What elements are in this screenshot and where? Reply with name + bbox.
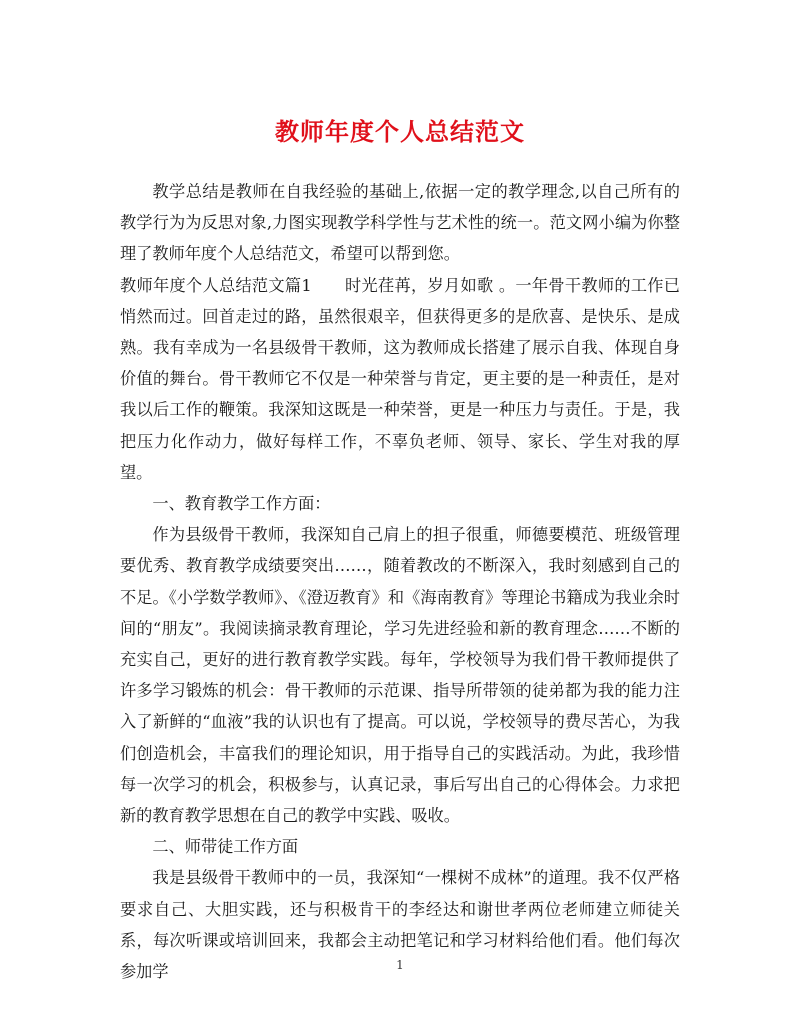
- page-number: 1: [396, 958, 404, 972]
- section-heading-mentoring: 二、师带徒工作方面: [152, 837, 299, 857]
- document-body: [120, 176, 680, 987]
- document-title: 教师年度个人总结范文: [275, 118, 525, 146]
- section-heading-teaching: 一、教育教学工作方面：: [152, 494, 331, 514]
- teaching-paragraph: 作为县级骨干教师，我深知自己肩上的担子很重，师德要模范、班级管理要优秀、教育教学成绩要突出……，随着教改的不断深入，我时刻感到自己的不足。《小学数学教师》、《澄迈教育》和《海南教育》等理论书籍成为我业余时间的“朋友”。我阅读摘录教育理论，学习先进经验和新的教育理念……不断的充实自己，更好的进行教育教学实践。每年，学校领导为我们骨干教师提供了许多学习锻炼的机会：骨干教师的示范课、指导所带领的徒弟都为我的能力注入了新鲜的“血液”我的认识也有了提高。可以说，学校领导的费尽苦心，为我们创造机会，丰富我们的理论知识，用于指导自己的实践活动。为此，我珍惜每一次学习的机会，积极参与，认真记录，事后写出自己的心得体会。力求把新的教育教学思想在自己的教学中实践、吸收。: [120, 525, 680, 826]
- intro-paragraph: 教学总结是教师在自我经验的基础上,依据一定的教学理念,以自己所有的教学行为为反思对象,力图实现教学科学性与艺术性的统一。范文网小编为你整理了教师年度个人总结范文，希望可以帮到您。: [120, 182, 680, 264]
- mentoring-paragraph: 我是县级骨干教师中的一员，我深知“一棵树不成林”的道理。我不仅严格要求自己、大胆实践，还与积极肯干的李经达和谢世孝两位老师建立师徒关系，每次听课或培训回来，我都会主动把笔记和学习材料给他们看。他们每次参加学: [120, 868, 680, 982]
- article-1-paragraph: 教师年度个人总结范文篇1 时光荏苒，岁月如歌 。一年骨干教师的工作已悄然而过。回首走过的路，虽然很艰辛，但获得更多的是欣喜、是快乐、是成熟。我有幸成为一名县级骨干教师，这为教师成长搭建了展示自我、体现自身价值的舞台。骨干教师它不仅是一种荣誉与肯定，更主要的是一种责任，是对我以后工作的鞭策。我深知这既是一种荣誉，更是一种压力与责任。于是，我把压力化作动力，做好每样工作，不辜负老师、领导、家长、学生对我的厚望。: [120, 275, 680, 482]
